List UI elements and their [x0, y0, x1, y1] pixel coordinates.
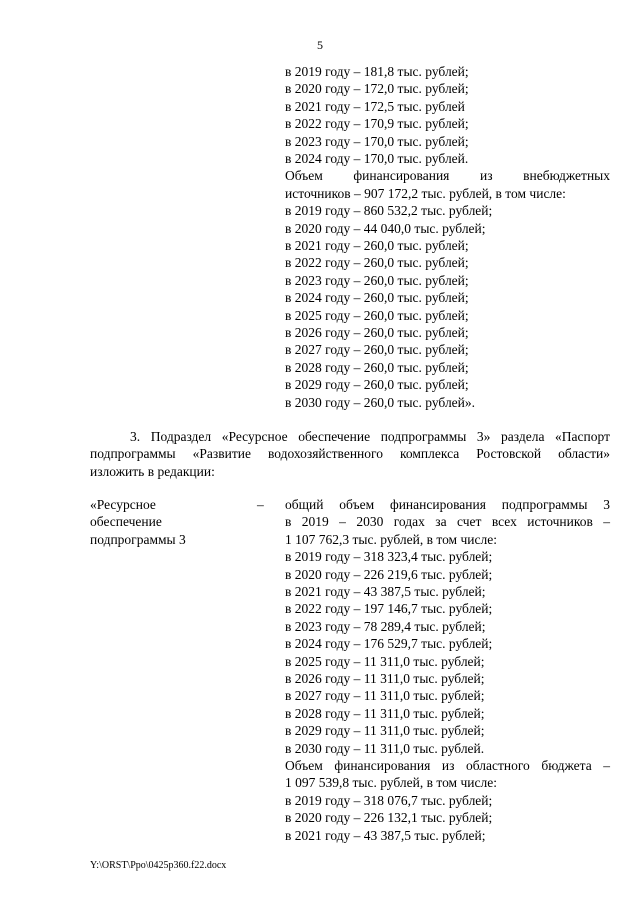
year-line: в 2021 году – 172,5 тыс. рублей — [285, 98, 465, 114]
year-line: в 2022 году – 197 146,7 тыс. рублей; — [285, 601, 493, 617]
total-financing-line2: в 2019 – 2030 годах за счет всех источников – — [285, 514, 610, 530]
year-line: в 2028 году – 260,0 тыс. рублей; — [285, 359, 469, 375]
total-financing-line3: 1 107 762,3 тыс. рублей, в том числе: — [285, 531, 497, 547]
year-line: в 2021 году – 43 387,5 тыс. рублей; — [285, 584, 486, 599]
section3-line3: изложить в редакции: — [90, 463, 215, 479]
year-line: в 2020 году – 226 132,1 тыс. рублей; — [285, 810, 493, 826]
year-line: в 2019 году – 860 532,2 тыс. рублей; — [285, 203, 493, 219]
year-line: в 2025 году – 11 311,0 тыс. рублей; — [285, 653, 485, 669]
year-line: в 2021 году – 260,0 тыс. рублей; — [285, 238, 469, 253]
extrabudget-total: источников – 907 172,2 тыс. рублей, в том числе: — [285, 185, 566, 201]
year-line: в 2029 году – 260,0 тыс. рублей; — [285, 377, 469, 393]
year-line: в 2021 году – 43 387,5 тыс. рублей; — [285, 827, 486, 843]
year-line: в 2020 году – 44 040,0 тыс. рублей; — [285, 220, 486, 236]
total-financing-line1: общий объем финансирования подпрограммы 3 — [285, 497, 610, 512]
year-line: в 2025 году – 260,0 тыс. рублей; — [285, 307, 469, 323]
year-line: в 2026 году – 260,0 тыс. рублей; — [285, 325, 469, 340]
regional-budget-line2: 1 097 539,8 тыс. рублей, в том числе: — [285, 775, 497, 791]
label-dash: – — [257, 497, 264, 512]
year-line: в 2023 году – 260,0 тыс. рублей; — [285, 272, 469, 288]
section3-line1: 3. Подраздел «Ресурсное обеспечение подпрограммы 3» раздела «Паспорт — [130, 429, 610, 444]
page-number: 5 — [317, 38, 323, 52]
file-path-footer: Y:\ORST\Ppo\0425p360.f22.docx — [90, 860, 227, 871]
resource-label — [90, 496, 186, 548]
year-line: в 2023 году – 170,0 тыс. рублей; — [285, 133, 469, 149]
year-line: в 2026 году – 11 311,0 тыс. рублей; — [285, 671, 485, 686]
year-line: в 2024 году – 170,0 тыс. рублей. — [285, 151, 469, 166]
section3-line2: подпрограммы «Развитие водохозяйственного комплекса Ростовской области» — [90, 446, 610, 462]
resource-label-line: обеспечение — [90, 514, 162, 530]
year-line: в 2024 году – 260,0 тыс. рублей; — [285, 290, 469, 306]
regional-budget-line1: Объем финансирования из областного бюджета – — [285, 758, 610, 773]
year-line: в 2030 году – 260,0 тыс. рублей». — [285, 394, 476, 410]
year-line: в 2028 году – 11 311,0 тыс. рублей; — [285, 705, 485, 721]
year-line: в 2024 году – 176 529,7 тыс. рублей; — [285, 636, 493, 652]
year-line: в 2023 году – 78 289,4 тыс. рублей; — [285, 618, 486, 634]
year-line: в 2020 году – 226 219,6 тыс. рублей; — [285, 566, 493, 582]
year-line: в 2019 году – 181,8 тыс. рублей; — [285, 64, 469, 79]
year-line: в 2019 году – 318 076,7 тыс. рублей; — [285, 792, 493, 808]
year-line: в 2030 году – 11 311,0 тыс. рублей. — [285, 740, 485, 756]
year-line: в 2019 году – 318 323,4 тыс. рублей; — [285, 549, 493, 565]
year-line: в 2027 году – 260,0 тыс. рублей; — [285, 342, 469, 358]
year-line: в 2020 году – 172,0 тыс. рублей; — [285, 81, 469, 97]
year-line: в 2022 году – 260,0 тыс. рублей; — [285, 255, 469, 271]
resource-label-line: подпрограммы 3 — [90, 531, 186, 547]
year-line: в 2027 году – 11 311,0 тыс. рублей; — [285, 688, 485, 704]
year-line: в 2022 году – 170,9 тыс. рублей; — [285, 116, 469, 132]
resource-label-line: «Ресурсное — [90, 497, 156, 512]
year-line: в 2029 году – 11 311,0 тыс. рублей; — [285, 723, 485, 739]
extrabudget-heading: Объем финансирования из внебюджетных — [285, 168, 610, 184]
